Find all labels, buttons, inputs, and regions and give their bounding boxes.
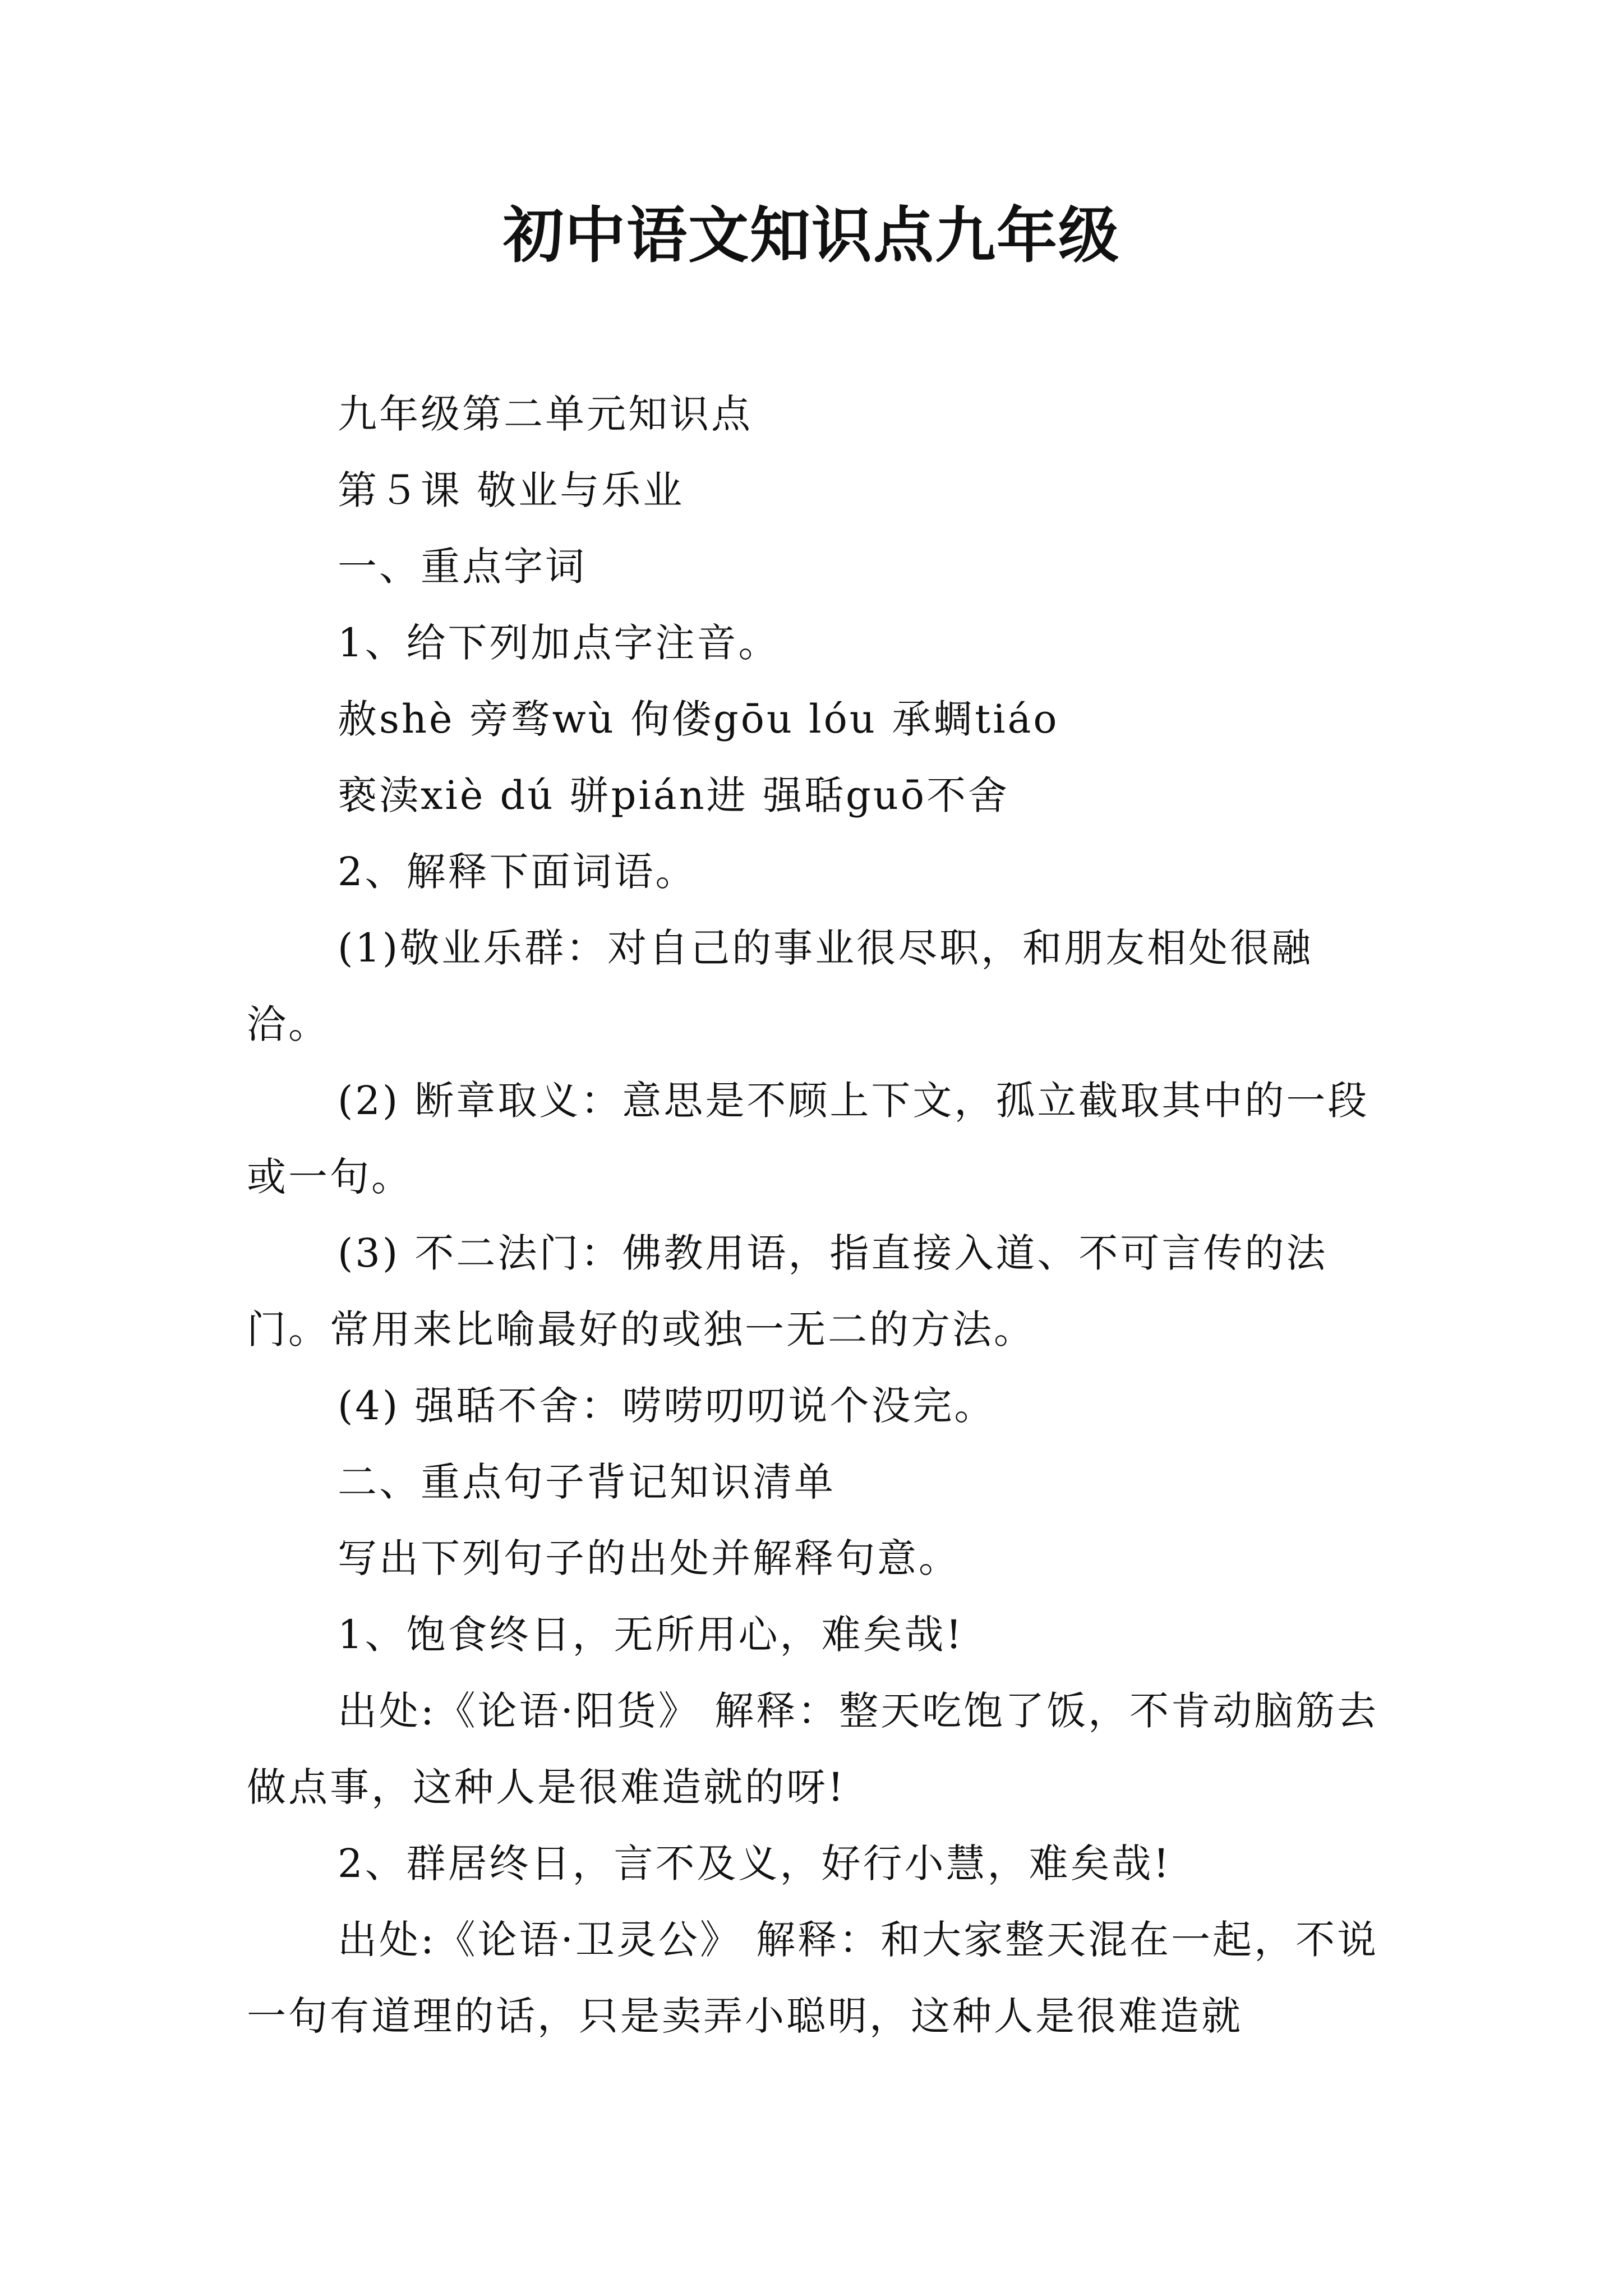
- paragraph: (2) 断章取义：意思是不顾上下文，孤立截取其中的一段或一句。: [247, 1078, 1370, 1200]
- paragraph: 2、群居终日，言不及义，好行小慧，难矣哉!: [338, 1841, 1172, 1887]
- paragraph: (3) 不二法门：佛教用语，指直接入道、不可言传的法门。常用来比喻最好的或独一无二的方法。: [247, 1230, 1328, 1352]
- paragraph: 二、重点句子背记知识清单: [338, 1459, 836, 1505]
- paragraph: 出处:《论语·阳货》 解释：整天吃饱了饭，不肯动脑筋去做点事，这种人是很难造就的呀!: [247, 1688, 1379, 1810]
- paragraph: (1)敬业乐群：对自己的事业很尽职，和朋友相处很融洽。: [247, 925, 1313, 1047]
- paragraph: 2、解释下面词语。: [338, 849, 697, 895]
- paragraph: 1、饱食终日，无所用心，难矣哉!: [338, 1612, 964, 1658]
- document-body: [247, 376, 1380, 2054]
- paragraph: (4) 强聒不舍：唠唠叨叨说个没完。: [338, 1383, 996, 1429]
- paragraph: 一、重点字词: [338, 544, 587, 590]
- paragraph: 九年级第二单元知识点: [338, 391, 753, 437]
- paragraph: 第５课 敬业与乐业: [338, 467, 685, 513]
- paragraph: 赦shè 旁骛wù 佝偻gōu lóu 承蜩tiáo: [338, 696, 1059, 742]
- paragraph: 写出下列句子的出处并解释句意。: [338, 1535, 960, 1581]
- paragraph: 1、给下列加点字注音。: [338, 620, 780, 666]
- document-title: 初中语文知识点九年级: [502, 200, 1120, 271]
- paragraph: 出处:《论语·卫灵公》 解释：和大家整天混在一起，不说一句有道理的话，只是卖弄小聪明，这种人是很难造就: [247, 1917, 1379, 2039]
- paragraph: 亵渎xiè dú 骈pián进 强聒guō不舍: [338, 772, 1009, 818]
